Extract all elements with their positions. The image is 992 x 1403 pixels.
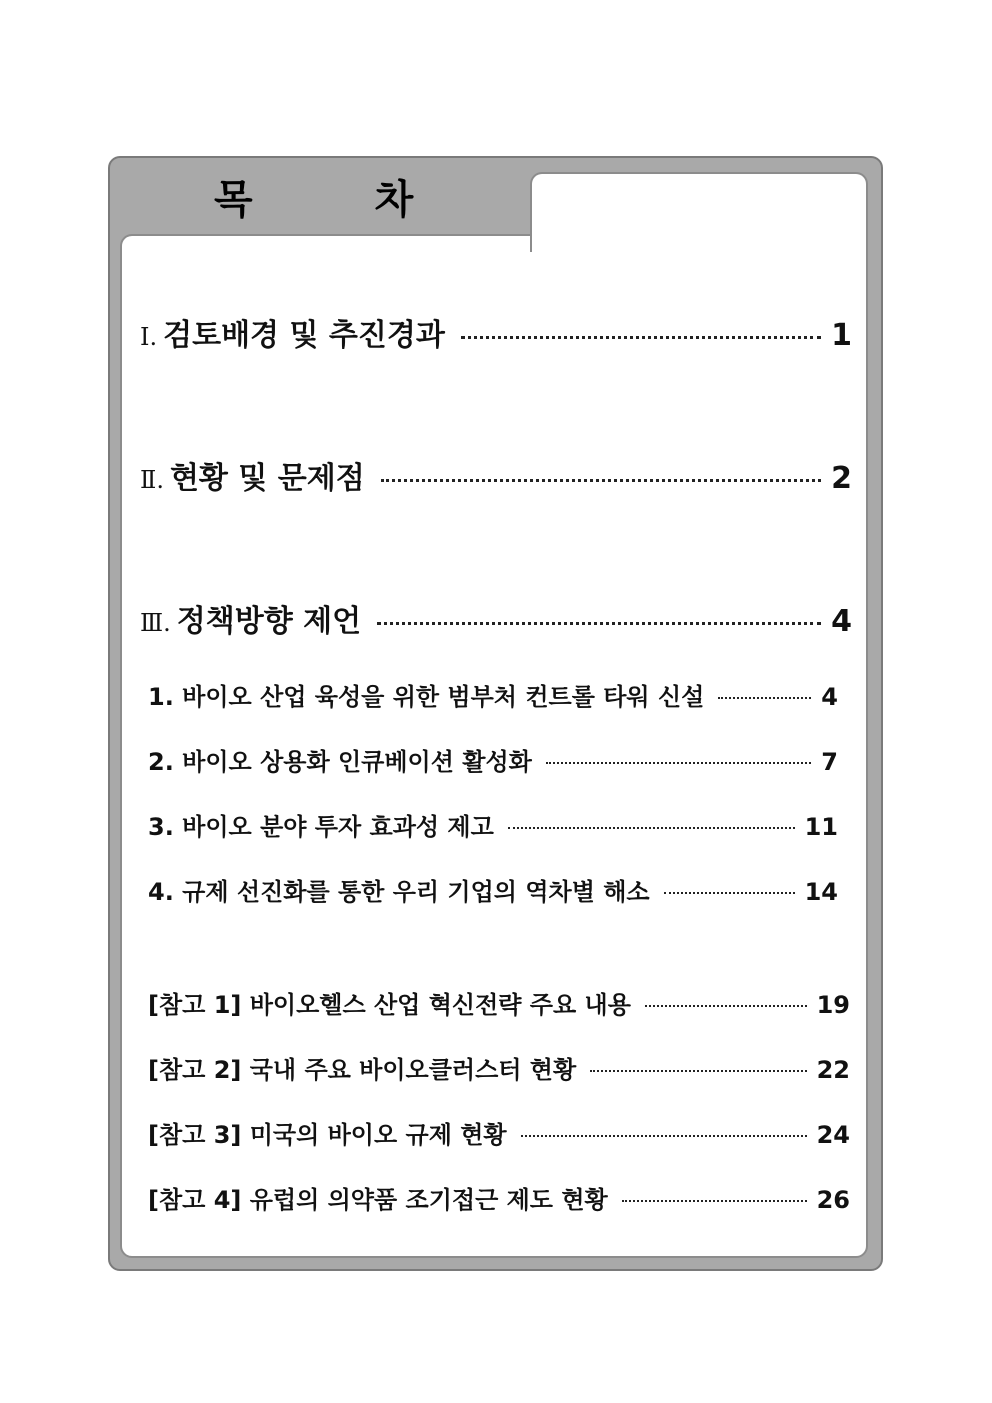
toc-panel-ear xyxy=(530,172,868,252)
toc-reference-2[interactable] xyxy=(148,1050,850,1085)
section-numeral: Ⅲ. xyxy=(140,609,171,637)
subsection-title: 4. 규제 선진화를 통한 우리 기업의 역차별 해소 xyxy=(148,878,650,906)
page-number: 24 xyxy=(816,1121,850,1149)
section-title: 정책방향 제언 xyxy=(176,604,362,639)
page-number: 19 xyxy=(816,991,850,1019)
page-number: 1 xyxy=(831,318,852,353)
page-number: 2 xyxy=(831,461,852,496)
reference-title: [참고 1] 바이오헬스 산업 혁신전략 주요 내용 xyxy=(148,991,631,1019)
dot-leader xyxy=(664,892,795,894)
toc-subsection-4[interactable] xyxy=(148,872,838,907)
page-number: 22 xyxy=(816,1056,850,1084)
dot-leader xyxy=(508,827,795,829)
section-title: 검토배경 및 추진경과 xyxy=(163,318,445,353)
subsection-title: 2. 바이오 상용화 인큐베이션 활성화 xyxy=(148,748,532,776)
subsection-title: 3. 바이오 분야 투자 효과성 제고 xyxy=(148,813,494,841)
subsection-title: 1. 바이오 산업 육성을 위한 범부처 컨트롤 타워 신설 xyxy=(148,683,705,711)
toc-subsection-2[interactable] xyxy=(148,742,838,777)
dot-leader xyxy=(381,479,821,482)
dot-leader xyxy=(718,697,811,699)
page-number: 4 xyxy=(831,604,852,639)
page-number: 14 xyxy=(804,878,838,906)
toc-subsection-1[interactable] xyxy=(148,677,838,712)
toc-subsection-3[interactable] xyxy=(148,807,838,842)
toc-section-1[interactable] xyxy=(140,310,852,354)
dot-leader xyxy=(546,762,811,764)
toc-reference-3[interactable] xyxy=(148,1115,850,1150)
dot-leader xyxy=(461,336,821,339)
dot-leader xyxy=(622,1200,807,1202)
page-number: 11 xyxy=(804,813,838,841)
toc-reference-4[interactable] xyxy=(148,1180,850,1215)
dot-leader xyxy=(590,1070,806,1072)
toc-section-3[interactable] xyxy=(140,596,852,640)
reference-title: [참고 2] 국내 주요 바이오클러스터 현황 xyxy=(148,1056,577,1084)
section-numeral: Ⅱ. xyxy=(140,466,164,494)
reference-title: [참고 4] 유럽의 의약품 조기접근 제도 현황 xyxy=(148,1186,608,1214)
reference-title: [참고 3] 미국의 바이오 규제 현황 xyxy=(148,1121,507,1149)
section-title: 현황 및 문제점 xyxy=(169,461,365,496)
page-number: 26 xyxy=(816,1186,850,1214)
dot-leader xyxy=(521,1135,807,1137)
page-number: 4 xyxy=(821,683,838,711)
section-numeral: Ⅰ. xyxy=(140,323,158,351)
toc-section-2[interactable] xyxy=(140,453,852,497)
dot-leader xyxy=(645,1005,807,1007)
page-number: 7 xyxy=(821,748,838,776)
dot-leader xyxy=(377,622,821,625)
toc-reference-1[interactable] xyxy=(148,985,850,1020)
toc-title: 목 차 xyxy=(214,176,468,223)
